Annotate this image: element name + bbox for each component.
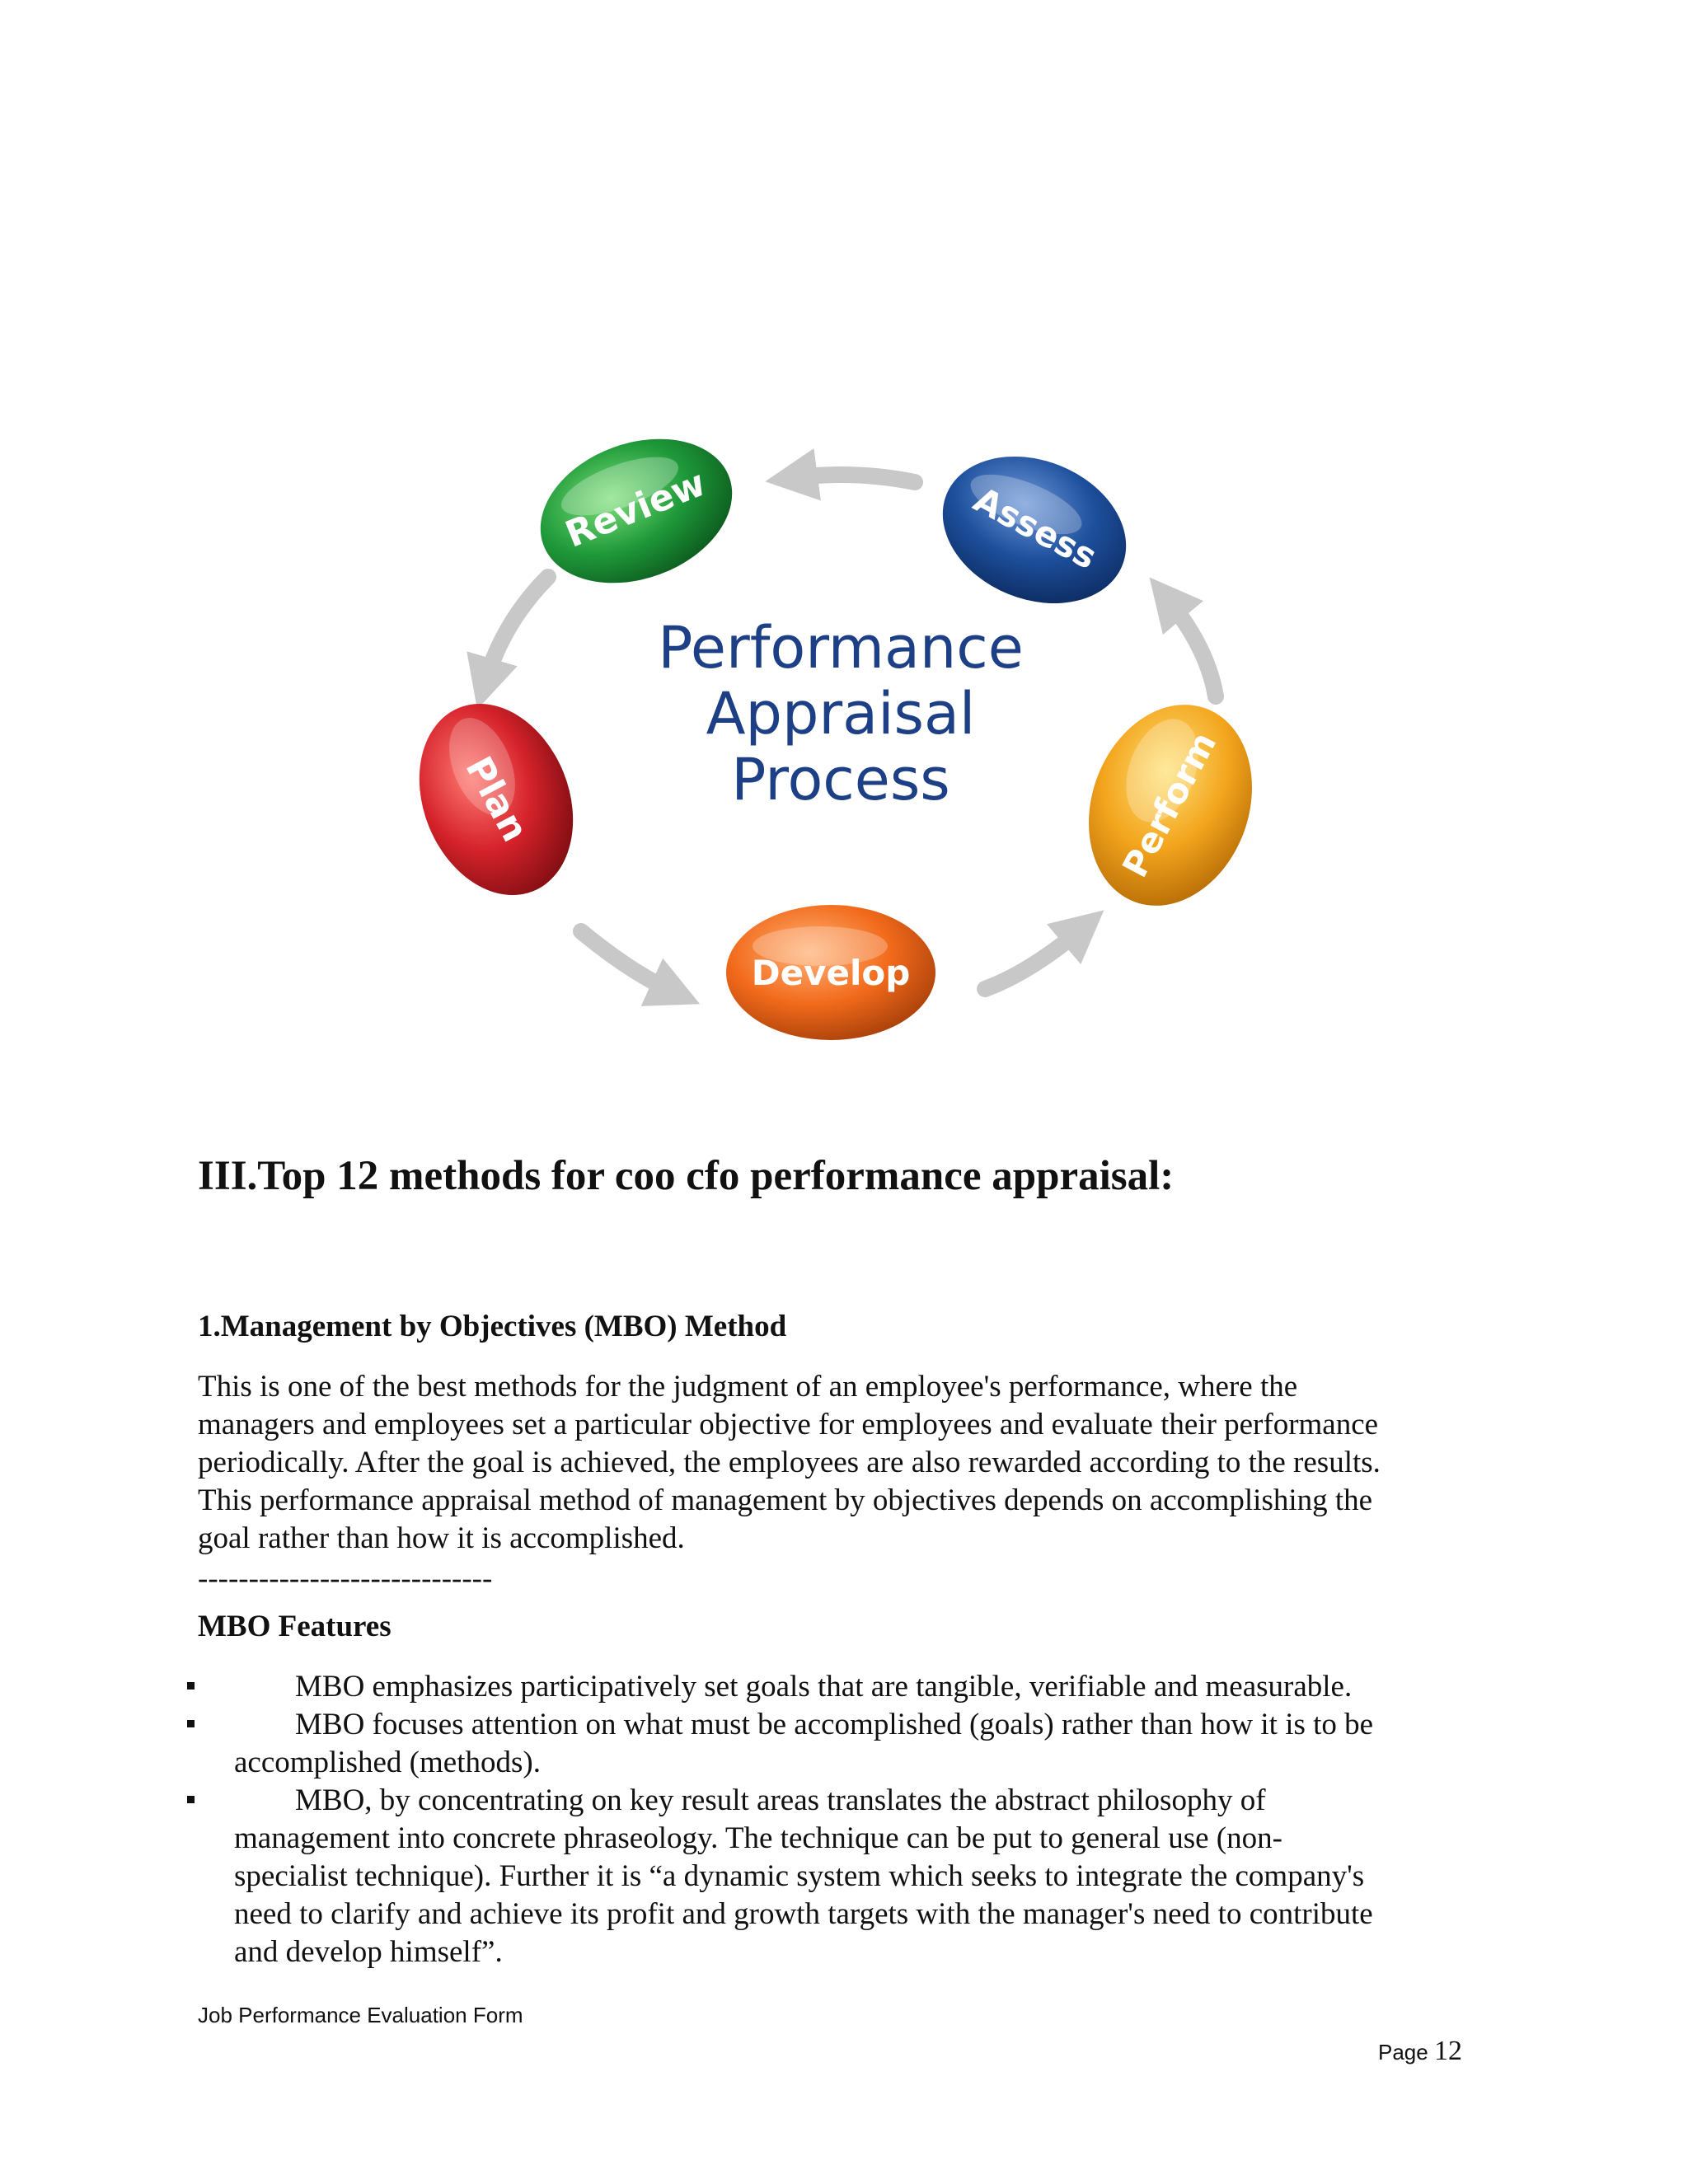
page-number (1378, 2036, 1462, 2067)
list-item-line: MBO emphasizes participatively set goals that are tangible, verifiable and measurable. (295, 1670, 1353, 1704)
list-item (0, 1706, 1566, 1782)
stage-review-label: Review (559, 462, 712, 556)
list-item (0, 1782, 1566, 1971)
list-item-line: need to clarify and achieve its profit and growth targets with the manager's need to contribute (234, 1897, 1373, 1931)
paragraph-line: goal rather than how it is accomplished. (198, 1521, 685, 1555)
section-heading: III.Top 12 methods for coo cfo performance appraisal: (198, 1153, 1175, 1199)
paragraph-line: This is one of the best methods for the judgment of an employee's performance, where the (198, 1370, 1298, 1404)
method-paragraph (198, 1368, 1533, 1558)
method-heading: 1.Management by Objectives (MBO) Method (198, 1310, 787, 1343)
arrow-review-to-plan (485, 577, 548, 684)
diagram-title (658, 614, 1024, 813)
list-item-line: specialist technique). Further it is “a dynamic system which seeks to integrate the company's (234, 1859, 1365, 1893)
stage-assess-label: Assess (967, 479, 1104, 578)
page-number-value: 12 (1433, 2036, 1462, 2066)
list-item-line: MBO, by concentrating on key result areas translates the abstract philosophy of (295, 1783, 1266, 1817)
separator-line: ----------------------------- (198, 1562, 493, 1596)
stage-assess (921, 430, 1148, 630)
performance-appraisal-diagram (404, 420, 1294, 1071)
arrow-develop-to-perform (985, 927, 1084, 989)
paragraph-line: This performance appraisal method of management by objectives depends on accomplishing the (198, 1483, 1373, 1517)
square-bullet-icon (187, 1682, 195, 1690)
features-heading: MBO Features (198, 1610, 392, 1643)
page-label: Page (1378, 2040, 1428, 2064)
arrow-perform-to-assess (1166, 598, 1216, 696)
diagram-title-line-1: Performance (658, 614, 1024, 682)
stage-plan-label: Plan (457, 749, 537, 849)
paragraph-line: managers and employees set a particular objective for employees and evaluate their performance (198, 1408, 1379, 1441)
diagram-title-line-3: Process (731, 746, 950, 813)
footer-title: Job Performance Evaluation Form (198, 2003, 523, 2027)
stage-perform (1062, 682, 1279, 929)
stage-develop (726, 905, 935, 1040)
list-item-line: and develop himself”. (234, 1935, 503, 1969)
list-item-line: accomplished (methods). (234, 1746, 541, 1779)
stage-perform-label: Perform (1114, 725, 1225, 884)
features-list (0, 1668, 1566, 1971)
list-item-line: MBO focuses attention on what must be accomplished (goals) rather than how it is to be (295, 1708, 1374, 1741)
square-bullet-icon (187, 1796, 195, 1803)
diagram-title-line-2: Appraisal (706, 680, 976, 748)
arrow-assess-to-review (791, 475, 915, 482)
square-bullet-icon (187, 1720, 195, 1727)
arrow-plan-to-develop (581, 931, 676, 993)
list-item-line: management into concrete phraseology. The technique can be put to general use (non- (234, 1821, 1282, 1855)
list-item (0, 1668, 1566, 1706)
paragraph-line: periodically. After the goal is achieved, the employees are also rewarded according to the results. (198, 1446, 1381, 1479)
stage-plan (404, 681, 601, 918)
stage-develop-label: Develop (751, 953, 911, 993)
